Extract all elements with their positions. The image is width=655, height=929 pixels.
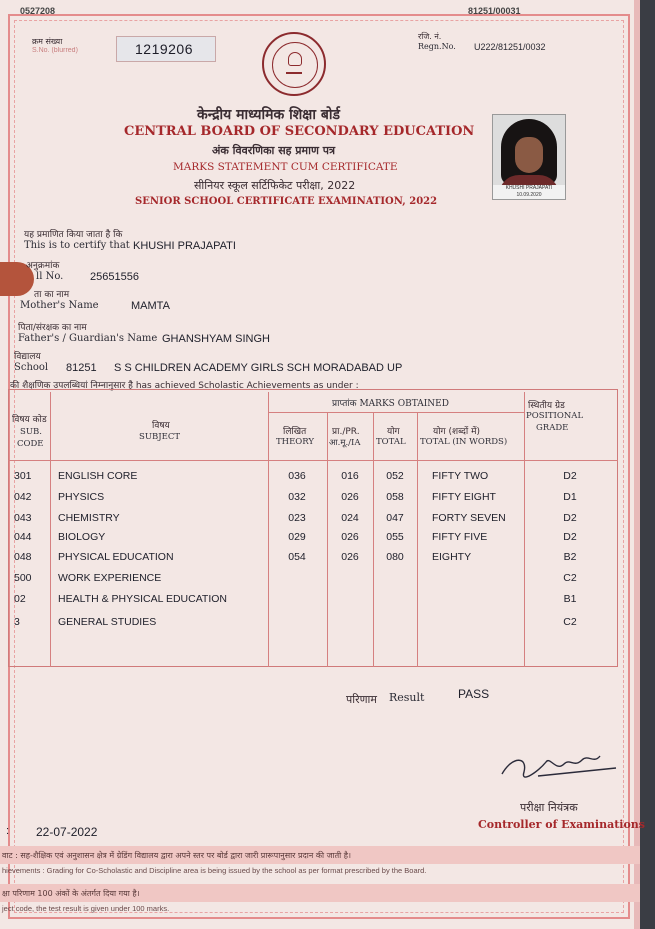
father-name: GHANSHYAM SINGH	[162, 333, 270, 345]
board-name-hindi: केन्द्रीय माध्यमिक शिक्षा बोर्ड	[197, 107, 340, 123]
cell-grade: D1	[563, 491, 577, 503]
certify-label: This is to certify that	[24, 240, 130, 251]
roll-no-hindi: अनुक्रमांक	[26, 261, 60, 271]
th-grade-1: POSITIONAL	[526, 411, 584, 421]
cell-code: 02	[14, 593, 26, 605]
board-name: CENTRAL BOARD OF SECONDARY EDUCATION	[124, 124, 475, 139]
roll-no-value: 25651556	[90, 271, 139, 283]
cell-code: 044	[14, 531, 32, 543]
cell-total: 080	[386, 551, 404, 563]
cell-pr: 026	[341, 491, 359, 503]
certify-hindi: यह प्रमाणित किया जाता है कि	[24, 230, 123, 240]
controller-label: Controller of Examinations	[478, 818, 645, 831]
school-code: 81251	[66, 362, 97, 374]
cell-subject: CHEMISTRY	[58, 512, 120, 524]
date-prefix: :	[6, 825, 10, 837]
table-divider	[50, 392, 51, 667]
table-divider	[524, 392, 525, 667]
result-hindi: परिणाम	[346, 693, 377, 706]
cell-subject: BIOLOGY	[58, 531, 106, 543]
cell-words: EIGHTY	[432, 551, 472, 563]
cell-words: FORTY SEVEN	[432, 512, 506, 524]
cell-pr: 026	[341, 551, 359, 563]
regn-label: Regn.No.	[418, 42, 456, 51]
cell-theory: 023	[288, 512, 306, 524]
roll-no-label: ll No.	[36, 271, 64, 282]
cell-code: 301	[14, 470, 32, 482]
student-name: KHUSHI PRAJAPATI	[133, 240, 236, 252]
th-subject-hindi: विषय	[152, 421, 170, 431]
cell-subject: PHYSICS	[58, 491, 105, 503]
table-divider	[268, 392, 269, 667]
top-right-serial: 81251/00031	[468, 6, 521, 16]
cell-pr: 026	[341, 531, 359, 543]
cell-words: FIFTY FIVE	[432, 531, 488, 543]
school-hindi: विद्यालय	[14, 352, 41, 362]
cell-code: 043	[14, 512, 32, 524]
controller-signature	[498, 742, 618, 792]
cell-subject: ENGLISH CORE	[58, 470, 138, 482]
cell-pr: 016	[341, 470, 359, 482]
photo-caption-date: 10.09.2020	[516, 192, 542, 198]
th-grade-hindi: स्थितीय ग्रेड	[528, 401, 565, 411]
cell-grade: B1	[563, 593, 577, 605]
cell-code: 3	[14, 616, 20, 628]
table-divider	[268, 412, 524, 413]
th-total: TOTAL	[376, 437, 406, 447]
table-divider	[8, 460, 618, 461]
footer-note-2: ject code, the test result is given under 100 marks.	[2, 904, 170, 913]
th-marks: प्राप्तांक MARKS OBTAINED	[332, 399, 449, 409]
cell-total: 055	[386, 531, 404, 543]
footer-note: hievements : Grading for Co-Scholastic and Discipline area is being issued by the school as per format prescribed by the Board.	[2, 866, 427, 875]
cell-subject: PHYSICAL EDUCATION	[58, 551, 174, 563]
school-name: S S CHILDREN ACADEMY GIRLS SCH MORADABAD UP	[114, 362, 403, 374]
mother-label: Mother's Name	[20, 300, 99, 311]
cell-grade: C2	[563, 616, 577, 628]
issue-date: 22-07-2022	[36, 825, 98, 839]
th-words-hindi: योग (शब्दों में)	[433, 427, 480, 437]
cell-subject: WORK EXPERIENCE	[58, 572, 162, 584]
result-label: Result	[389, 691, 425, 704]
cell-grade: D2	[563, 531, 577, 543]
serial-number: 1219206	[135, 41, 194, 57]
th-total-hindi: योग	[387, 427, 400, 437]
exam-title: SENIOR SCHOOL CERTIFICATE EXAMINATION, 2022	[135, 196, 438, 207]
certificate-title-hindi: अंक विवरणिका सह प्रमाण पत्र	[212, 144, 336, 157]
mother-hindi: ता का नाम	[34, 290, 70, 300]
footer-note-hindi-2: क्षा परिणाम 100 अंकों के अंतर्गत दिया गया है।	[2, 889, 140, 898]
th-subject: SUBJECT	[139, 432, 181, 442]
th-pr: आ.मू./IA	[329, 438, 361, 448]
th-theory-hindi: लिखित	[283, 427, 307, 437]
cell-grade: D2	[563, 512, 577, 524]
footer-note-hindi: वाट : सह-शैक्षिक एवं अनुशासन क्षेत्र में ग्रेडिंग विद्यालय द्वारा अपने स्तर पर बोर्ड द्वारा जारी प्रारूपानुसार प्रदान की जाती है।	[2, 851, 352, 860]
achieved-line: की शैक्षणिक उपलब्धियां निम्नानुसार है has achieved Scholastic Achievements as under :	[10, 381, 359, 391]
cell-total: 052	[386, 470, 404, 482]
photo-caption-name: KHUSHI PRAJAPATI	[505, 185, 553, 191]
th-words: TOTAL (IN WORDS)	[420, 437, 508, 447]
th-grade-2: GRADE	[536, 423, 569, 433]
th-code-1: SUB.	[20, 427, 42, 437]
cell-code: 048	[14, 551, 32, 563]
regn-number: U222/81251/0032	[474, 42, 546, 52]
cell-subject: GENERAL STUDIES	[58, 616, 157, 628]
cell-grade: B2	[563, 551, 577, 563]
th-pr-hindi: प्रा./PR.	[332, 427, 360, 437]
cell-subject: HEALTH & PHYSICAL EDUCATION	[58, 593, 228, 605]
result-value: PASS	[458, 687, 490, 701]
cell-theory: 054	[288, 551, 306, 563]
father-label: Father's / Guardian's Name	[18, 333, 158, 344]
th-code-2: CODE	[17, 439, 44, 449]
father-hindi: पिता/संरक्षक का नाम	[18, 323, 87, 333]
top-left-serial: 0527208	[20, 6, 56, 16]
cell-theory: 036	[288, 470, 306, 482]
exam-title-hindi: सीनियर स्कूल सर्टिफिकेट परीक्षा, 2022	[194, 179, 356, 192]
cell-words: FIFTY TWO	[432, 470, 489, 482]
student-photo	[492, 114, 566, 200]
cell-code: 500	[14, 572, 32, 584]
cbse-seal-icon	[262, 32, 326, 96]
controller-hindi: परीक्षा नियंत्रक	[520, 801, 578, 814]
table-divider	[417, 413, 418, 667]
cell-grade: C2	[563, 572, 577, 584]
th-code-hindi: विषय कोड	[12, 415, 47, 425]
certificate-title: MARKS STATEMENT CUM CERTIFICATE	[173, 161, 398, 173]
roll-label-hindi: क्रम संख्या	[32, 37, 63, 46]
school-label: School	[14, 362, 49, 373]
cell-total: 058	[386, 491, 404, 503]
roll-label-en: S.No. (blurred)	[32, 47, 78, 54]
cell-theory: 029	[288, 531, 306, 543]
cell-code: 042	[14, 491, 32, 503]
mother-name: MAMTA	[131, 300, 170, 312]
cell-theory: 032	[288, 491, 306, 503]
th-theory: THEORY	[276, 437, 315, 447]
cell-words: FIFTY EIGHT	[432, 491, 496, 503]
regn-label-hindi: रजि. नं.	[418, 32, 442, 41]
cell-pr: 024	[341, 512, 359, 524]
cell-grade: D2	[563, 470, 577, 482]
cell-total: 047	[386, 512, 404, 524]
